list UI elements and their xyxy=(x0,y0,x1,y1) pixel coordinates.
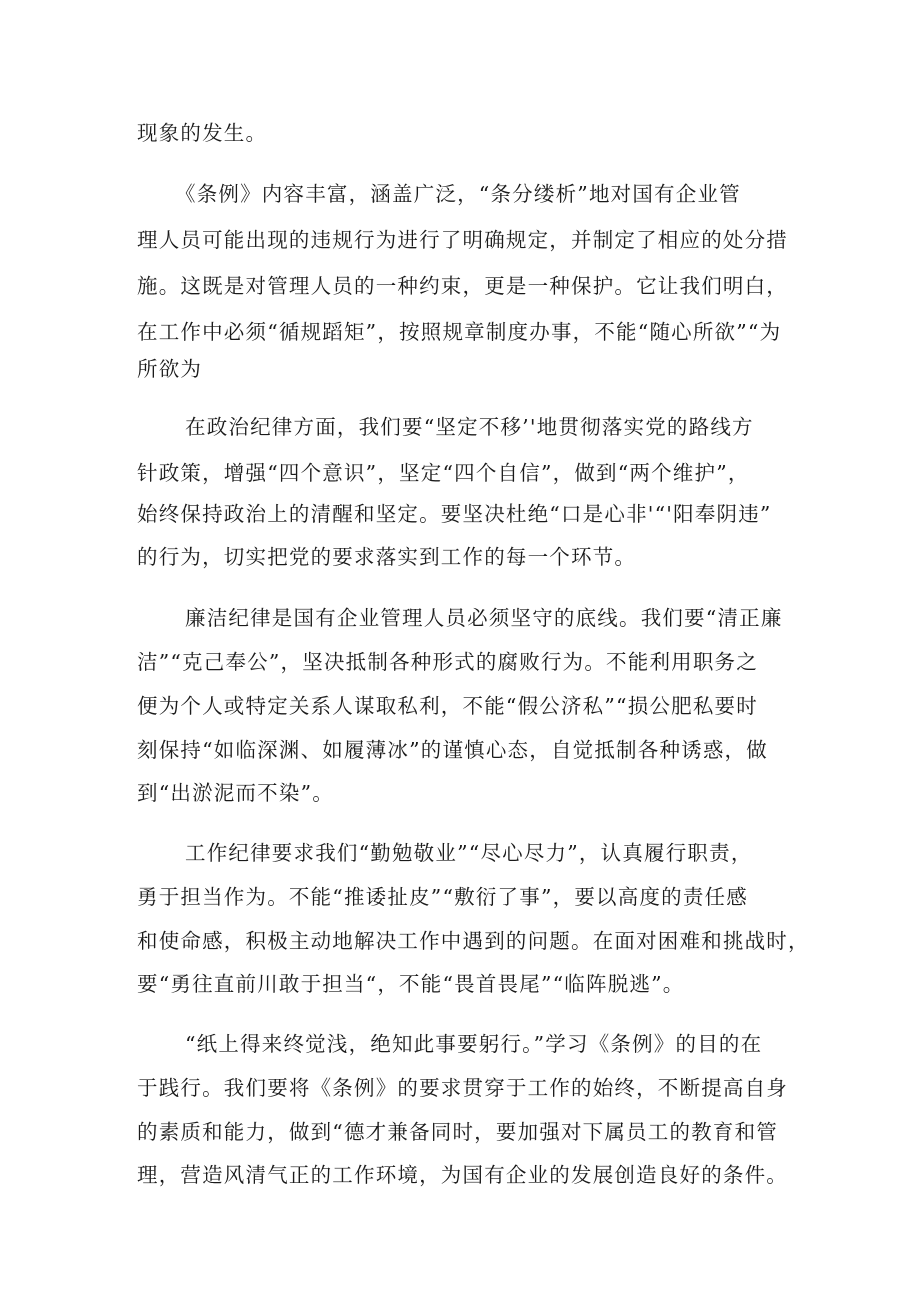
paragraph-2-line-2: 始终保持政治上的清醒和坚定。要坚决杜绝“口是心非'“'阳奉阴违” xyxy=(137,502,772,526)
paragraph-5-line-3: 理，营造风清气正的工作环境，为国有企业的发展创造良好的条件。 xyxy=(137,1163,788,1187)
paragraph-2-line-0: 在政治纪律方面，我们要“坚定不移’'地贯彻落实党的路线方 xyxy=(185,415,754,439)
paragraph-1-line-4: 所欲为 xyxy=(137,357,203,381)
paragraph-4-line-2: 和使命感，积极主动地解决工作中遇到的问题。在面对困难和挑战时， xyxy=(137,929,810,953)
paragraph-1-line-0: 《条例》内容丰富，涵盖广泛，“条分缕析”地对国有企业管 xyxy=(175,182,741,206)
paragraph-5-line-2: 的素质和能力，做到“德才兼备同时，要加强对下属员工的教育和管 xyxy=(137,1120,778,1144)
paragraph-3-line-2: 便为个人或特定关系人谋取私利，不能“假公济私”“损公肥私要时 xyxy=(137,694,758,718)
paragraph-1-line-3: 在工作中必须“循规蹈矩”，按照规章制度办事，不能“随心所欲”“为 xyxy=(137,320,782,344)
paragraph-1-line-2: 施。这既是对管理人员的一种约束，更是一种保护。它让我们明白， xyxy=(137,274,788,298)
paragraph-0-line-0: 现象的发生。 xyxy=(137,121,268,145)
paragraph-2-line-1: 针政策，增强“四个意识”，坚定“四个自信”，做到“两个维护”， xyxy=(137,461,750,485)
paragraph-4-line-3: 要“勇往直前川敢于担当“，不能“畏首畏尾”“临阵脱逃”。 xyxy=(137,972,685,996)
paragraph-4-line-0: 工作纪律要求我们“勤勉敬业”“尽心尽力”，认真履行职责， xyxy=(185,841,753,865)
paragraph-2-line-3: 的行为，切实把党的要求落实到工作的每一个环节。 xyxy=(137,545,637,569)
paragraph-1-line-1: 理人员可能出现的违规行为进行了明确规定，并制定了相应的处分措 xyxy=(137,228,788,252)
paragraph-5-line-0: “纸上得来终觉浅，绝知此事要躬行。”学习《条例》的目的在 xyxy=(185,1032,763,1056)
paragraph-3-line-1: 洁”“克己奉公”，坚决抵制各种形式的腐败行为。不能利用职务之 xyxy=(137,650,758,674)
paragraph-4-line-1: 勇于担当作为。不能“推诿扯皮”“敷衍了事”，要以高度的责任感 xyxy=(137,885,748,909)
paragraph-3-line-4: 到“出淤泥而不染”。 xyxy=(137,781,334,805)
paragraph-3-line-0: 廉洁纪律是国有企业管理人员必须坚守的底线。我们要“清正廉 xyxy=(185,606,783,630)
paragraph-3-line-3: 刻保持“如临深渊、如履薄冰”的谨慎心态，自觉抵制各种诱惑，做 xyxy=(137,738,768,762)
paragraph-5-line-1: 于践行。我们要将《条例》的要求贯穿于工作的始终，不断提高自身 xyxy=(137,1076,788,1100)
